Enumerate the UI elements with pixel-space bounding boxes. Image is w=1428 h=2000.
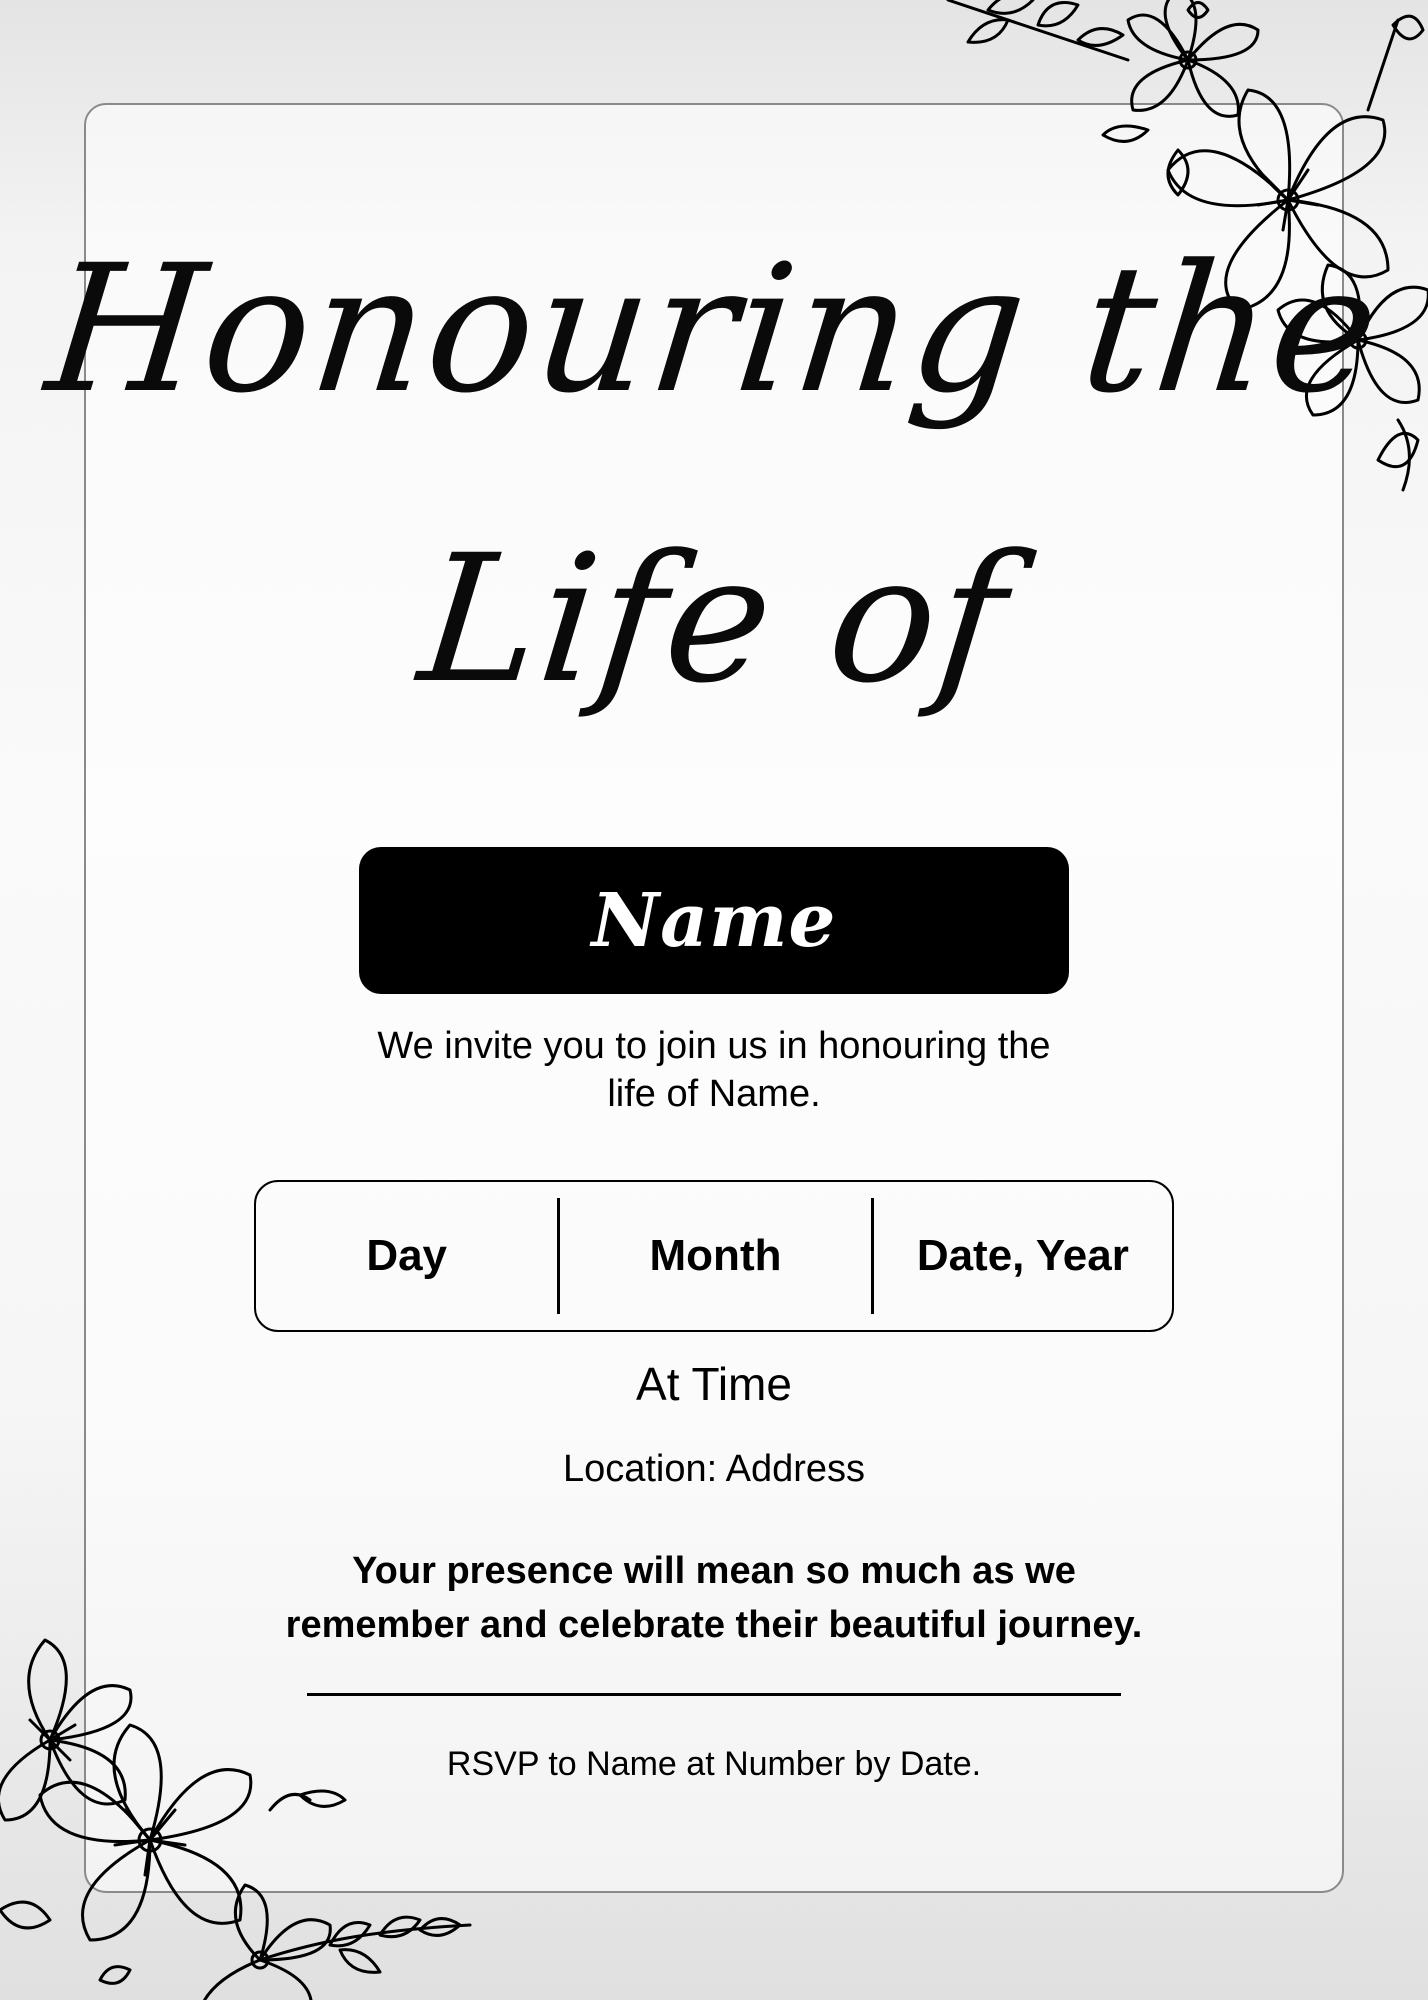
presence-line-1: Your presence will mean so much as we — [352, 1550, 1076, 1592]
date-year: Date, Year — [916, 1231, 1129, 1280]
event-location: Location: Address — [562, 1448, 866, 1490]
presence-message — [0, 1544, 1428, 1652]
event-time: At Time — [636, 1358, 792, 1410]
deceased-name: Name — [591, 877, 837, 964]
name-badge — [359, 847, 1069, 994]
presence-line-2: remember and celebrate their beautiful journey. — [285, 1604, 1143, 1646]
title-line-1: Honouring the — [38, 227, 1390, 432]
invitation-text — [0, 1022, 1428, 1118]
date-box — [254, 1180, 1174, 1332]
title-line-2: Life of — [411, 517, 1017, 722]
invitation-line-1: We invite you to join us in honouring the — [377, 1025, 1051, 1067]
invitation-line-2: life of Name. — [607, 1073, 821, 1115]
date-month: Month — [649, 1231, 782, 1280]
rsvp-text: RSVP to Name at Number by Date. — [446, 1745, 982, 1783]
divider-line — [307, 1693, 1121, 1696]
date-day: Day — [366, 1231, 448, 1280]
